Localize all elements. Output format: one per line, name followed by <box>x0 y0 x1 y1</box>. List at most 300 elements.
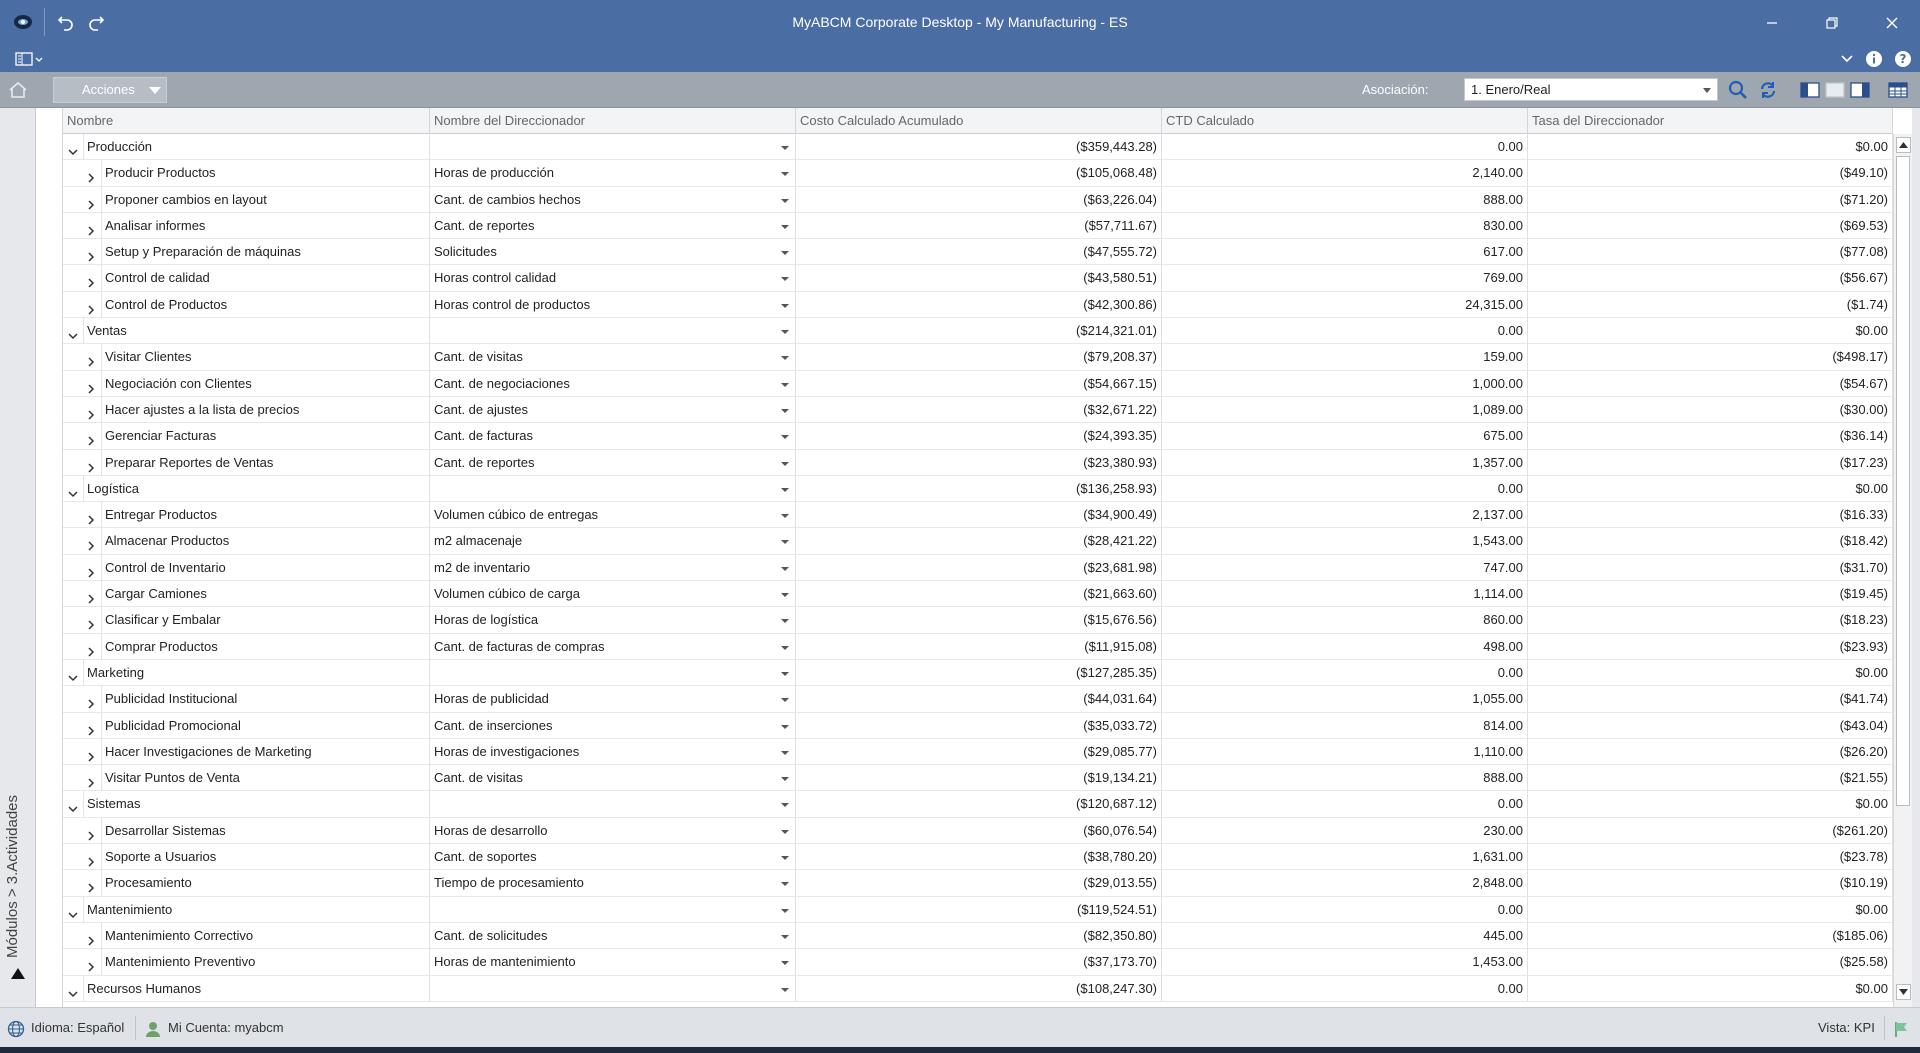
cost-cell: ($47,555.72) <box>796 239 1162 265</box>
account-status[interactable]: Mi Cuenta: myabcm <box>168 1020 284 1035</box>
table-row[interactable] <box>63 187 1893 213</box>
chevron-right-icon[interactable] <box>85 693 97 705</box>
table-row[interactable] <box>63 844 1893 870</box>
cost-cell: ($108,247.30) <box>796 976 1162 1002</box>
home-icon[interactable] <box>7 80 29 100</box>
driver-value: Cant. de reportes <box>434 454 535 470</box>
chevron-right-icon[interactable] <box>85 588 97 600</box>
row-name: Ventas <box>87 323 127 339</box>
driver-select[interactable] <box>430 739 796 765</box>
driver-value: Tiempo de procesamiento <box>434 875 584 891</box>
close-button[interactable] <box>1862 0 1920 45</box>
cost-cell: ($214,321.01) <box>796 318 1162 344</box>
name-cell[interactable] <box>63 423 430 449</box>
cost-cell: ($42,300.86) <box>796 292 1162 318</box>
table-row[interactable] <box>63 423 1893 449</box>
name-cell[interactable] <box>63 634 430 660</box>
indent-separator <box>101 686 102 712</box>
cost-cell: ($23,681.98) <box>796 555 1162 581</box>
name-cell[interactable] <box>63 686 430 712</box>
group-row[interactable] <box>63 897 1893 923</box>
ctd-cell: 769.00 <box>1162 265 1528 291</box>
ctd-cell: 445.00 <box>1162 923 1528 949</box>
chevron-right-icon[interactable] <box>85 720 97 732</box>
name-cell[interactable] <box>63 555 430 581</box>
ctd-cell: 617.00 <box>1162 239 1528 265</box>
info-icon[interactable] <box>1863 48 1885 70</box>
ribbon-bar <box>0 45 1920 72</box>
chevron-right-icon[interactable] <box>85 246 97 258</box>
driver-select[interactable] <box>430 581 796 607</box>
driver-value: Horas control de productos <box>434 296 591 312</box>
chevron-down-icon[interactable] <box>781 830 789 834</box>
grid-body <box>63 134 1893 1002</box>
indent-separator <box>101 397 102 423</box>
driver-select[interactable] <box>430 791 796 817</box>
table-row[interactable] <box>63 686 1893 712</box>
rate-cell: ($49.10) <box>1528 160 1893 186</box>
row-name: Mantenimiento <box>87 901 173 917</box>
cost-cell: ($63,226.04) <box>796 187 1162 213</box>
name-cell[interactable] <box>63 607 430 633</box>
rate-cell: ($69.53) <box>1528 213 1893 239</box>
table-row[interactable] <box>63 765 1893 791</box>
driver-select[interactable] <box>430 818 796 844</box>
panel-layout-icon[interactable] <box>12 48 48 70</box>
group-row[interactable] <box>63 791 1893 817</box>
ctd-cell: 1,055.00 <box>1162 686 1528 712</box>
table-row[interactable] <box>63 555 1893 581</box>
ctd-cell: 0.00 <box>1162 660 1528 686</box>
driver-select[interactable] <box>430 265 796 291</box>
language-status[interactable]: Idioma: Español <box>31 1020 125 1035</box>
chevron-down-icon[interactable] <box>781 725 789 729</box>
driver-select[interactable] <box>430 397 796 423</box>
chevron-right-icon[interactable] <box>85 509 97 521</box>
driver-select[interactable] <box>430 371 796 397</box>
driver-select[interactable] <box>430 949 796 975</box>
row-name: Entregar Productos <box>105 507 218 523</box>
table-row[interactable] <box>63 607 1893 633</box>
chevron-right-icon[interactable] <box>85 272 97 284</box>
indent-separator <box>83 897 84 923</box>
table-row[interactable] <box>63 265 1893 291</box>
chevron-down-icon[interactable] <box>781 304 789 308</box>
row-name: Producir Productos <box>105 165 216 181</box>
table-row[interactable] <box>63 870 1893 896</box>
table-row[interactable] <box>63 371 1893 397</box>
scroll-up-icon[interactable] <box>1896 137 1911 153</box>
chevron-right-icon[interactable] <box>85 457 97 469</box>
chevron-down-icon[interactable] <box>781 751 789 755</box>
driver-select[interactable] <box>430 502 796 528</box>
row-name: Almacenar Productos <box>105 533 230 549</box>
chevron-down-icon[interactable] <box>67 483 79 495</box>
driver-select[interactable] <box>430 897 796 923</box>
chevron-down-icon[interactable] <box>781 383 789 387</box>
name-cell[interactable] <box>63 344 430 370</box>
indent-separator <box>101 555 102 581</box>
cost-cell: ($38,780.20) <box>796 844 1162 870</box>
chevron-down-icon[interactable] <box>781 672 789 676</box>
name-cell[interactable] <box>63 897 430 923</box>
chevron-down-icon[interactable] <box>67 325 79 337</box>
driver-value: Horas de desarrollo <box>434 822 548 838</box>
driver-value: Horas de producción <box>434 165 554 181</box>
table-row[interactable] <box>63 949 1893 975</box>
driver-select[interactable] <box>430 713 796 739</box>
row-name: Control de Inventario <box>105 559 226 575</box>
column-header-cost[interactable]: Costo Calculado Acumulado <box>796 108 1162 134</box>
chevron-down-icon[interactable] <box>781 172 789 176</box>
driver-select[interactable] <box>430 476 796 502</box>
indent-separator <box>101 923 102 949</box>
driver-select[interactable] <box>430 870 796 896</box>
restore-button[interactable] <box>1802 0 1862 45</box>
cost-cell: ($82,350.80) <box>796 923 1162 949</box>
name-cell[interactable] <box>63 844 430 870</box>
name-cell[interactable] <box>63 397 430 423</box>
driver-value: Cant. de solicitudes <box>434 927 548 943</box>
indent-separator <box>83 660 84 686</box>
driver-select[interactable] <box>430 686 796 712</box>
chevron-down-icon[interactable] <box>781 646 789 650</box>
rate-cell: ($1.74) <box>1528 292 1893 318</box>
chevron-down-icon[interactable] <box>67 798 79 810</box>
chevron-right-icon[interactable] <box>85 614 97 626</box>
ctd-cell: 230.00 <box>1162 818 1528 844</box>
row-name: Preparar Reportes de Ventas <box>105 454 274 470</box>
driver-select[interactable] <box>430 134 796 160</box>
table-row[interactable] <box>63 292 1893 318</box>
name-cell[interactable] <box>63 292 430 318</box>
rate-cell: ($54.67) <box>1528 371 1893 397</box>
module-breadcrumb[interactable]: Módulos > 3.Actividades <box>4 794 21 958</box>
view-status[interactable]: Vista: KPI <box>1818 1020 1875 1035</box>
indent-separator <box>101 344 102 370</box>
name-cell[interactable] <box>63 450 430 476</box>
group-row[interactable] <box>63 318 1893 344</box>
scroll-down-icon[interactable] <box>1896 984 1911 1000</box>
group-row[interactable] <box>63 976 1893 1002</box>
chevron-down-icon[interactable] <box>781 909 789 913</box>
indent-separator <box>101 160 102 186</box>
table-row[interactable] <box>63 160 1893 186</box>
name-cell[interactable] <box>63 213 430 239</box>
driver-select[interactable] <box>430 187 796 213</box>
chevron-right-icon[interactable] <box>85 956 97 968</box>
name-cell[interactable] <box>63 660 430 686</box>
driver-select[interactable] <box>430 528 796 554</box>
chevron-down-icon[interactable] <box>781 935 789 939</box>
chevron-down-icon[interactable] <box>781 803 789 807</box>
driver-select[interactable] <box>430 660 796 686</box>
group-row[interactable] <box>63 134 1893 160</box>
driver-value: Horas de mantenimiento <box>434 954 576 970</box>
chevron-right-icon[interactable] <box>85 299 97 311</box>
row-name: Proponer cambios en layout <box>105 191 267 207</box>
name-cell[interactable] <box>63 949 430 975</box>
name-cell[interactable] <box>63 502 430 528</box>
driver-select[interactable] <box>430 160 796 186</box>
chevron-down-icon[interactable] <box>781 961 789 965</box>
ctd-cell: 675.00 <box>1162 423 1528 449</box>
driver-value: Cant. de negociaciones <box>434 375 570 391</box>
chevron-down-icon[interactable] <box>781 199 789 203</box>
row-indicator-column <box>36 108 63 1007</box>
column-header-ctd[interactable]: CTD Calculado <box>1162 108 1528 134</box>
indent-separator <box>101 213 102 239</box>
row-name: Setup y Preparación de máquinas <box>105 244 301 260</box>
row-name: Gerenciar Facturas <box>105 428 217 444</box>
rate-cell: ($31.70) <box>1528 555 1893 581</box>
layout-left-icon[interactable] <box>1799 79 1821 101</box>
chevron-down-icon[interactable] <box>781 856 789 860</box>
rate-cell: $0.00 <box>1528 791 1893 817</box>
indent-separator <box>101 581 102 607</box>
table-row[interactable] <box>63 581 1893 607</box>
chevron-down-icon[interactable] <box>781 435 789 439</box>
help-icon[interactable] <box>1892 48 1914 70</box>
table-row[interactable] <box>63 818 1893 844</box>
layout-right-icon[interactable] <box>1849 79 1871 101</box>
flag-icon[interactable] <box>1893 1008 1911 1048</box>
driver-select[interactable] <box>430 292 796 318</box>
chevron-down-icon[interactable] <box>67 904 79 916</box>
svg-text:?: ? <box>1899 52 1907 66</box>
table-row[interactable] <box>63 213 1893 239</box>
name-cell[interactable] <box>63 976 430 1002</box>
chevron-right-icon[interactable] <box>85 535 97 547</box>
name-cell[interactable] <box>63 818 430 844</box>
chevron-down-icon[interactable] <box>67 667 79 679</box>
rate-cell: ($36.14) <box>1528 423 1893 449</box>
indent-separator <box>101 187 102 213</box>
grid-header <box>63 108 1893 134</box>
name-cell[interactable] <box>63 476 430 502</box>
rate-cell: ($23.78) <box>1528 844 1893 870</box>
layout-center-icon[interactable] <box>1824 79 1846 101</box>
chevron-right-icon[interactable] <box>85 167 97 179</box>
cost-cell: ($15,676.56) <box>796 607 1162 633</box>
chevron-down-icon[interactable] <box>781 462 789 466</box>
chevron-right-icon[interactable] <box>85 220 97 232</box>
driver-select[interactable] <box>430 450 796 476</box>
name-cell[interactable] <box>63 239 430 265</box>
chevron-down-icon[interactable] <box>781 277 789 281</box>
driver-value: Cant. de inserciones <box>434 717 553 733</box>
table-row[interactable] <box>63 713 1893 739</box>
driver-select[interactable] <box>430 844 796 870</box>
name-cell[interactable] <box>63 528 430 554</box>
chevron-right-icon[interactable] <box>85 641 97 653</box>
expand-up-icon[interactable] <box>11 968 25 979</box>
grid-view-icon[interactable] <box>1887 79 1909 101</box>
name-cell[interactable] <box>63 371 430 397</box>
rate-cell: $0.00 <box>1528 897 1893 923</box>
name-cell[interactable] <box>63 765 430 791</box>
chevron-down-icon[interactable] <box>781 146 789 150</box>
chevron-down-icon[interactable] <box>781 356 789 360</box>
cost-cell: ($105,068.48) <box>796 160 1162 186</box>
driver-select[interactable] <box>430 423 796 449</box>
driver-select[interactable] <box>430 607 796 633</box>
scrollbar-thumb[interactable] <box>1896 156 1910 806</box>
table-row[interactable] <box>63 397 1893 423</box>
chevron-right-icon[interactable] <box>85 772 97 784</box>
driver-value: m2 de inventario <box>434 559 531 575</box>
rate-cell: ($30.00) <box>1528 397 1893 423</box>
driver-value: Horas de investigaciones <box>434 743 580 759</box>
row-name: Mantenimiento Preventivo <box>105 954 256 970</box>
name-cell[interactable] <box>63 187 430 213</box>
chevron-down-icon[interactable] <box>67 983 79 995</box>
rate-cell: ($17.23) <box>1528 450 1893 476</box>
minimize-button[interactable] <box>1742 0 1802 45</box>
driver-select[interactable] <box>430 923 796 949</box>
rate-cell: ($261.20) <box>1528 818 1893 844</box>
row-name: Publicidad Institucional <box>105 691 238 707</box>
chevron-down-icon[interactable] <box>781 225 789 229</box>
name-cell[interactable] <box>63 581 430 607</box>
table-row[interactable] <box>63 344 1893 370</box>
chevron-down-icon[interactable] <box>781 514 789 518</box>
chevron-down-icon[interactable] <box>781 567 789 571</box>
table-row[interactable] <box>63 528 1893 554</box>
cost-cell: ($32,671.22) <box>796 397 1162 423</box>
group-row[interactable] <box>63 660 1893 686</box>
chevron-right-icon[interactable] <box>85 825 97 837</box>
driver-select[interactable] <box>430 634 796 660</box>
chevron-right-icon[interactable] <box>85 378 97 390</box>
table-row[interactable] <box>63 634 1893 660</box>
rate-cell: ($41.74) <box>1528 686 1893 712</box>
ctd-cell: 747.00 <box>1162 555 1528 581</box>
table-row[interactable] <box>63 239 1893 265</box>
chevron-down-icon[interactable] <box>781 593 789 597</box>
row-name: Procesamiento <box>105 875 192 891</box>
chevron-down-icon[interactable] <box>781 619 789 623</box>
chevron-right-icon[interactable] <box>85 430 97 442</box>
chevron-down-icon[interactable] <box>781 488 789 492</box>
driver-value: Cant. de visitas <box>434 349 523 365</box>
indent-separator <box>101 502 102 528</box>
driver-select[interactable] <box>430 213 796 239</box>
driver-select[interactable] <box>430 239 796 265</box>
row-name: Desarrollar Sistemas <box>105 822 226 838</box>
row-name: Sistemas <box>87 796 141 812</box>
driver-select[interactable] <box>430 765 796 791</box>
name-cell[interactable] <box>63 134 430 160</box>
chevron-right-icon[interactable] <box>85 562 97 574</box>
name-cell[interactable] <box>63 160 430 186</box>
group-row[interactable] <box>63 476 1893 502</box>
ctd-cell: 0.00 <box>1162 897 1528 923</box>
name-cell[interactable] <box>63 870 430 896</box>
chevron-right-icon[interactable] <box>85 404 97 416</box>
chevron-down-icon[interactable] <box>781 777 789 781</box>
row-name: Producción <box>87 139 153 154</box>
chevron-right-icon[interactable] <box>85 851 97 863</box>
name-cell[interactable] <box>63 739 430 765</box>
ctd-cell: 2,137.00 <box>1162 502 1528 528</box>
indent-separator <box>83 976 84 1002</box>
chevron-right-icon[interactable] <box>85 930 97 942</box>
driver-select[interactable] <box>430 555 796 581</box>
driver-select[interactable] <box>430 976 796 1002</box>
driver-value: Cant. de cambios hechos <box>434 191 581 207</box>
table-row[interactable] <box>63 502 1893 528</box>
row-name: Control de Productos <box>105 296 228 312</box>
cost-cell: ($19,134.21) <box>796 765 1162 791</box>
cost-cell: ($29,085.77) <box>796 739 1162 765</box>
cost-cell: ($35,033.72) <box>796 713 1162 739</box>
chevron-down-icon[interactable] <box>781 540 789 544</box>
refresh-icon[interactable] <box>1757 79 1779 101</box>
driver-select[interactable] <box>430 344 796 370</box>
driver-value: Solicitudes <box>434 244 497 260</box>
ctd-cell: 159.00 <box>1162 344 1528 370</box>
association-value: 1. Enero/Real <box>1471 82 1551 97</box>
rate-cell: ($43.04) <box>1528 713 1893 739</box>
driver-select[interactable] <box>430 318 796 344</box>
name-cell[interactable] <box>63 318 430 344</box>
collapse-ribbon-icon[interactable] <box>1836 48 1858 70</box>
cost-cell: ($37,173.70) <box>796 949 1162 975</box>
chevron-down-icon[interactable] <box>781 988 789 992</box>
name-cell[interactable] <box>63 923 430 949</box>
ctd-cell: 0.00 <box>1162 791 1528 817</box>
chevron-down-icon <box>149 87 161 94</box>
chevron-right-icon[interactable] <box>85 746 97 758</box>
chevron-down-icon[interactable] <box>781 330 789 334</box>
cost-cell: ($79,208.37) <box>796 344 1162 370</box>
ctd-cell: 830.00 <box>1162 213 1528 239</box>
chevron-right-icon[interactable] <box>85 194 97 206</box>
association-select[interactable] <box>1464 78 1718 101</box>
chevron-right-icon[interactable] <box>85 351 97 363</box>
chevron-down-icon[interactable] <box>67 141 79 153</box>
cost-cell: ($23,380.93) <box>796 450 1162 476</box>
status-separator <box>135 1016 136 1040</box>
rate-cell: ($56.67) <box>1528 265 1893 291</box>
chevron-right-icon[interactable] <box>85 877 97 889</box>
rate-cell: ($16.33) <box>1528 502 1893 528</box>
row-name: Analisar informes <box>105 217 206 233</box>
table-row[interactable] <box>63 739 1893 765</box>
name-cell[interactable] <box>63 713 430 739</box>
chevron-down-icon[interactable] <box>781 882 789 886</box>
ctd-cell: 0.00 <box>1162 134 1528 160</box>
column-header-driver[interactable]: Nombre del Direccionador <box>430 108 796 134</box>
rate-cell: ($21.55) <box>1528 765 1893 791</box>
actions-dropdown[interactable] <box>53 77 167 103</box>
name-cell[interactable] <box>63 265 430 291</box>
indent-separator <box>101 371 102 397</box>
chevron-down-icon[interactable] <box>781 409 789 413</box>
column-header-name[interactable]: Nombre <box>63 108 430 134</box>
table-row[interactable] <box>63 923 1893 949</box>
name-cell[interactable] <box>63 791 430 817</box>
table-row[interactable] <box>63 450 1893 476</box>
ctd-cell: 2,848.00 <box>1162 870 1528 896</box>
chevron-down-icon[interactable] <box>781 698 789 702</box>
vertical-scrollbar[interactable] <box>1893 134 1912 1007</box>
driver-value: m2 almacenaje <box>434 533 523 549</box>
column-header-rate[interactable]: Tasa del Direccionador <box>1528 108 1893 134</box>
search-icon[interactable] <box>1727 79 1749 101</box>
chevron-down-icon[interactable] <box>781 251 789 255</box>
